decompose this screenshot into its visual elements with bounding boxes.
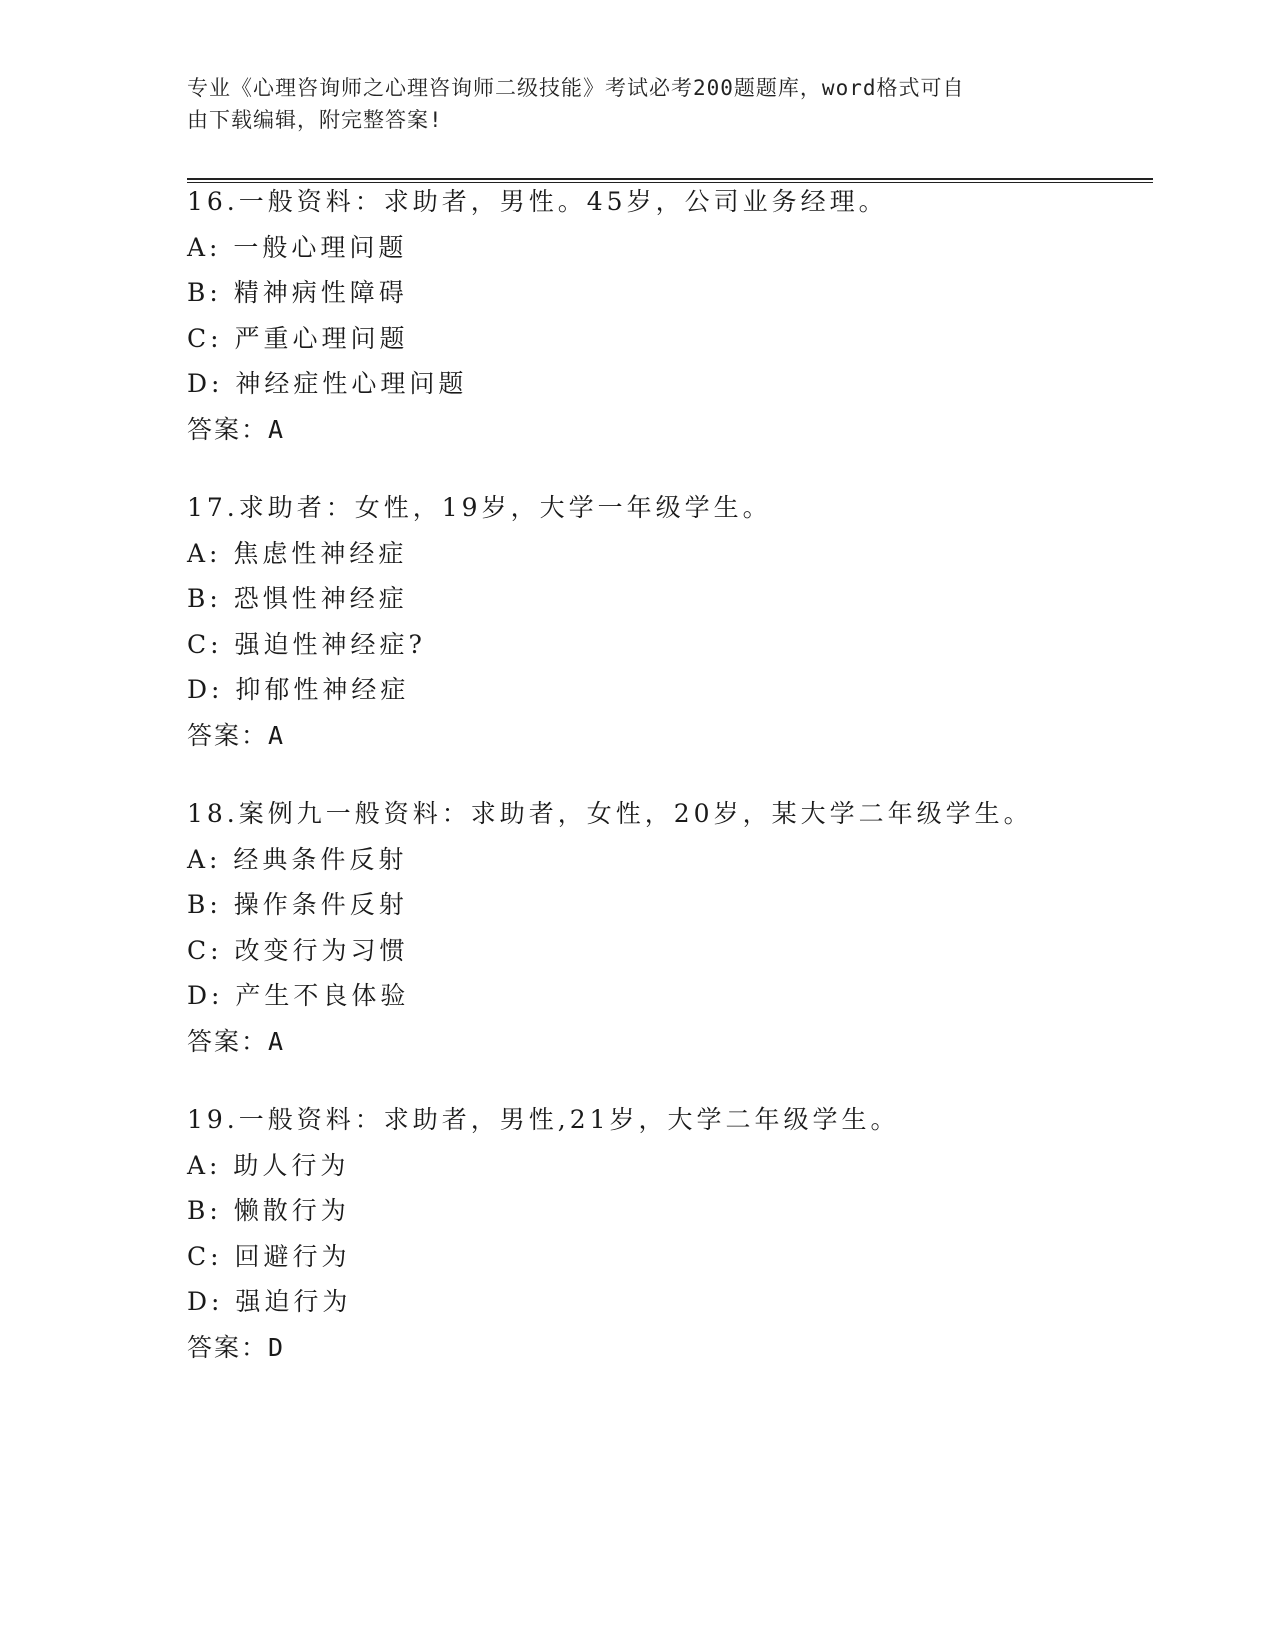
option-b: B: 精神病性障碍: [187, 278, 408, 307]
document-header: [187, 72, 1067, 136]
answer-value: A: [268, 414, 284, 444]
question-block: [187, 1097, 1137, 1370]
option-b: B: 操作条件反射: [187, 890, 408, 919]
answer-label: 答案：: [187, 1332, 269, 1362]
question-stem: 19.一般资料：求助者，男性,21岁，大学二年级学生。: [187, 1105, 900, 1134]
answer-label: 答案：: [187, 720, 269, 750]
option-b: B: 懒散行为: [187, 1196, 350, 1225]
question-stem: 16.一般资料：求助者，男性。45岁，公司业务经理。: [187, 187, 888, 216]
answer-value: D: [268, 1332, 284, 1362]
question-block: [187, 791, 1137, 1064]
question-stem: 18.案例九一般资料：求助者，女性，20岁，某大学二年级学生。: [187, 799, 1033, 828]
answer-line: [187, 1325, 1137, 1371]
option-a: A: 经典条件反射: [187, 844, 408, 874]
option-d: D: 抑郁性神经症: [187, 675, 410, 704]
answer-value: A: [268, 1026, 284, 1056]
option-a: A: 助人行为: [187, 1150, 350, 1180]
answer-line: [187, 713, 1137, 759]
option-c: C: 强迫性神经症?: [187, 629, 426, 659]
option-c: C: 严重心理问题: [187, 323, 409, 353]
header-line-2: 由下载编辑，附完整答案!: [187, 108, 443, 132]
option-a: A: 焦虑性神经症: [187, 538, 408, 568]
option-d: D: 产生不良体验: [187, 981, 410, 1010]
question-stem: 17.求助者：女性，19岁，大学一年级学生。: [187, 493, 772, 522]
option-b: B: 恐惧性神经症: [187, 584, 408, 613]
option-c: C: 回避行为: [187, 1241, 351, 1271]
answer-line: [187, 407, 1137, 453]
answer-line: [187, 1019, 1137, 1065]
option-a: A: 一般心理问题: [187, 232, 408, 262]
option-d: D: 神经症性心理问题: [187, 369, 468, 398]
answer-label: 答案：: [187, 414, 269, 444]
answer-label: 答案：: [187, 1026, 269, 1056]
header-line-1: 专业《心理咨询师之心理咨询师二级技能》考试必考200题题库，word格式可自: [187, 76, 965, 100]
option-d: D: 强迫行为: [187, 1287, 352, 1316]
question-block: [187, 179, 1137, 452]
option-c: C: 改变行为习惯: [187, 935, 409, 965]
question-block: [187, 485, 1137, 758]
answer-value: A: [268, 720, 284, 750]
